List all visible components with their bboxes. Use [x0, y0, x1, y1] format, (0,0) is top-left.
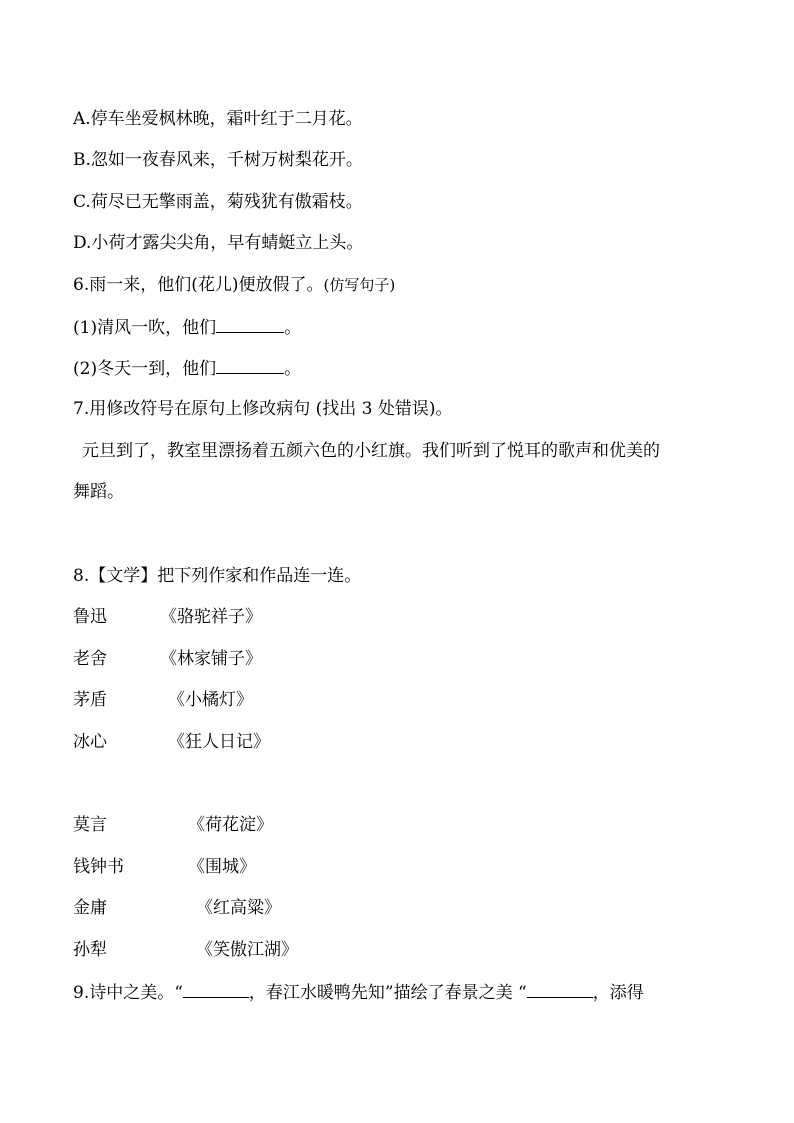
question-7-prompt: 7.用修改符号在原句上修改病句 (找出 3 处错误)。 — [73, 399, 453, 419]
question-6 — [73, 274, 395, 296]
work-8: 《笑傲江湖》 — [196, 940, 298, 960]
work-4: 《狂人日记》 — [168, 732, 270, 752]
question-7-sentence-line-2: 舞蹈。 — [73, 482, 124, 502]
option-b: B.忽如一夜春风来，千树万树梨花开。 — [73, 150, 363, 170]
answer-blank-2[interactable] — [216, 357, 284, 374]
author-4: 冰心 — [73, 732, 107, 752]
answer-blank-4[interactable] — [527, 981, 593, 998]
item-1-prefix: (1)清风一吹，他们 — [73, 318, 217, 338]
option-d: D.小荷才露尖尖角，早有蜻蜓立上头。 — [73, 233, 364, 253]
question-7-sentence-line-1: 元旦到了，教室里漂扬着五颜六色的小红旗。我们听到了悦耳的歌声和优美的 — [82, 441, 660, 461]
answer-blank-1[interactable] — [216, 316, 284, 333]
answer-blank-3[interactable] — [183, 981, 249, 998]
option-c: C.荷尽已无擎雨盖，菊残犹有傲霜枝。 — [73, 192, 363, 212]
work-1: 《骆驼祥子》 — [160, 607, 262, 627]
question-6-prompt: 6.雨一来，他们(花儿)便放假了。 — [73, 275, 324, 295]
author-3: 茅盾 — [73, 690, 107, 710]
option-a: A.停车坐爱枫林晚，霜叶红于二月花。 — [73, 109, 363, 129]
item-2-prefix: (2)冬天一到，他们 — [73, 359, 217, 379]
work-2: 《林家铺子》 — [160, 649, 262, 669]
work-3: 《小橘灯》 — [168, 690, 253, 710]
work-5: 《荷花淀》 — [188, 815, 273, 835]
question-6-note: (仿写句子) — [323, 276, 396, 294]
item-1-suffix: 。 — [284, 318, 302, 338]
question-6-item-2 — [73, 357, 301, 380]
author-5: 莫言 — [73, 815, 107, 835]
question-8-prompt: 8.【文学】把下列作家和作品连一连。 — [73, 566, 362, 586]
question-9-middle: ，春江水暖鸭先知”描绘了春景之美 “ — [248, 983, 527, 1003]
work-7: 《红高粱》 — [196, 898, 281, 918]
work-6: 《围城》 — [188, 857, 256, 877]
author-8: 孙犁 — [73, 940, 107, 960]
question-9 — [73, 981, 644, 1004]
author-1: 鲁迅 — [73, 607, 107, 627]
question-6-item-1 — [73, 316, 301, 339]
author-7: 金庸 — [73, 898, 107, 918]
item-2-suffix: 。 — [284, 359, 302, 379]
question-9-prefix: 9.诗中之美。“ — [73, 983, 183, 1003]
author-2: 老舍 — [73, 649, 107, 669]
question-9-suffix: ，添得 — [592, 983, 644, 1003]
author-6: 钱钟书 — [73, 857, 124, 877]
